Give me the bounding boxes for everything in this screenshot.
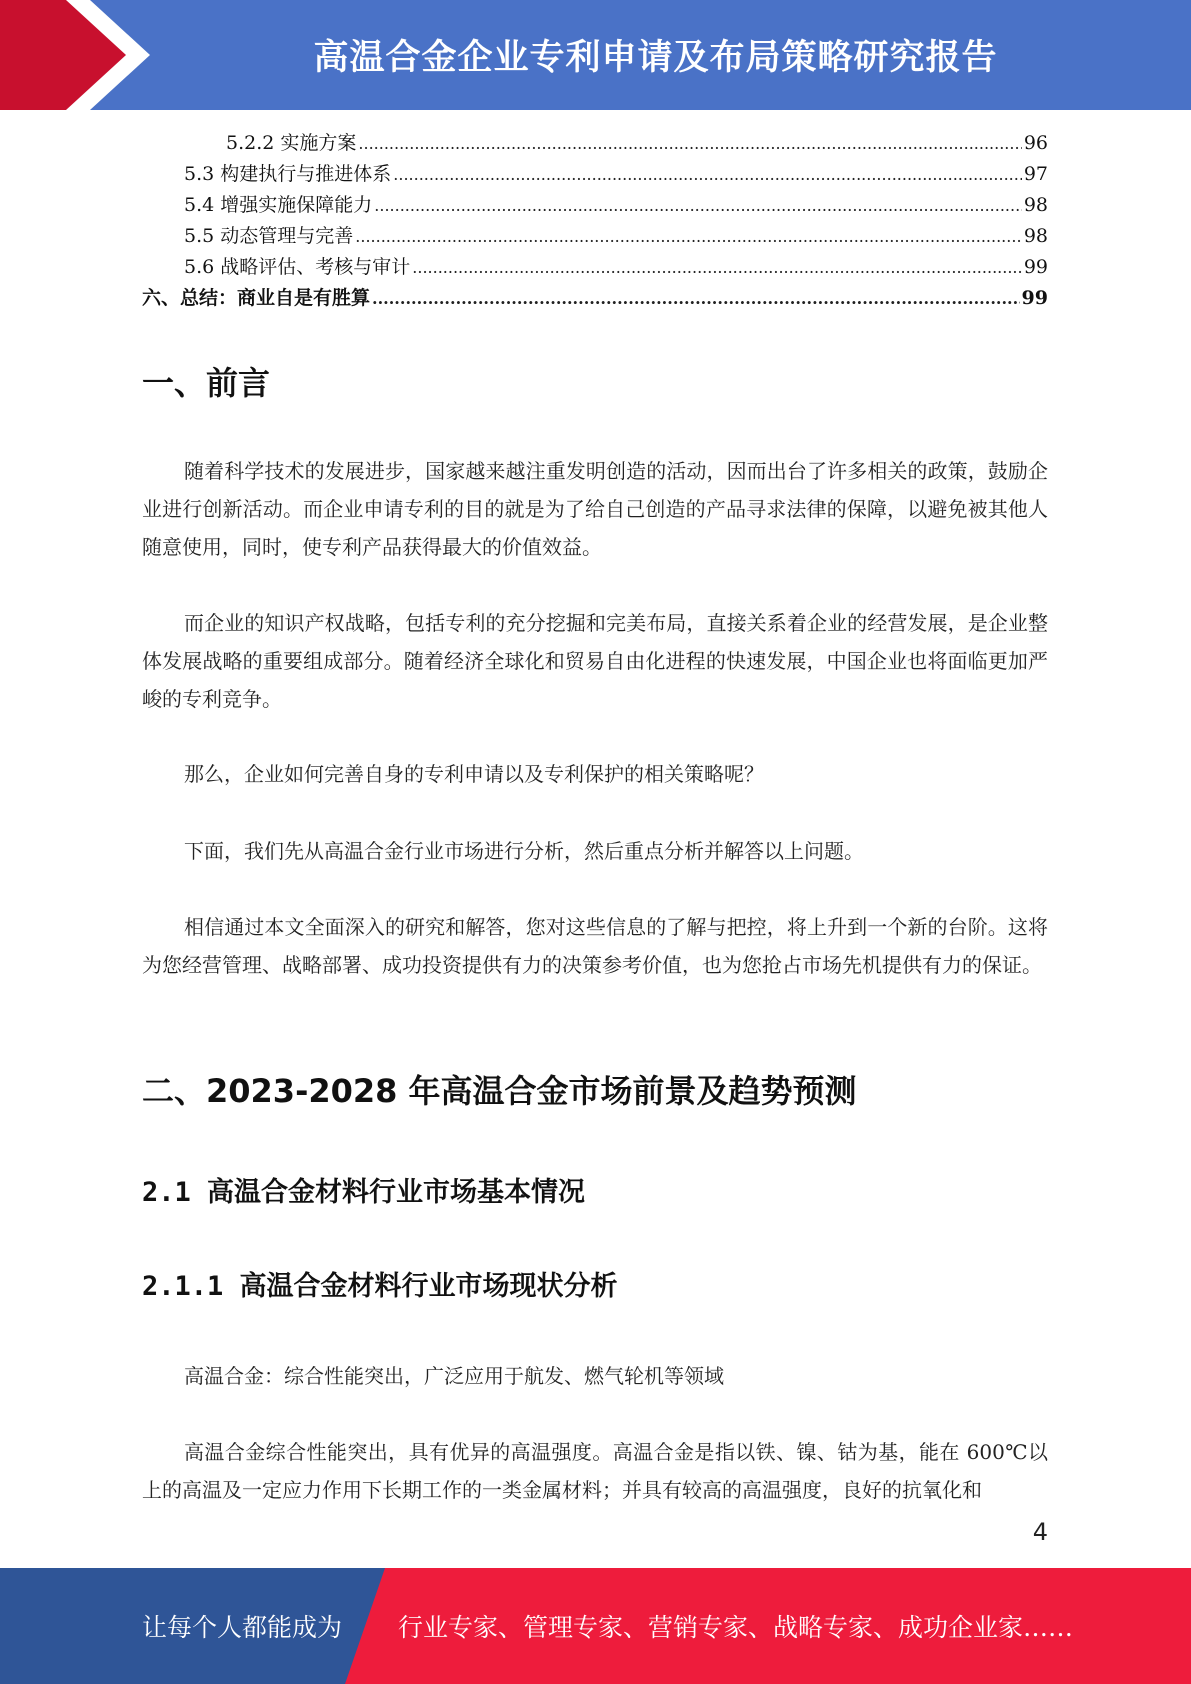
subsection-heading-2-1: 2.1 高温合金材料行业市场基本情况 xyxy=(142,1177,586,1208)
footer-slogan-right: 行业专家、管理专家、营销专家、战略专家、成功企业家…… xyxy=(398,1613,1074,1642)
toc-dot-leader xyxy=(355,221,1022,252)
table-of-contents xyxy=(142,128,1048,314)
page-footer xyxy=(0,1568,1191,1684)
page-number: 4 xyxy=(1032,1518,1048,1546)
market-paragraph-1: 高温合金：综合性能突出，广泛应用于航发、燃气轮机等领域 xyxy=(184,1364,724,1388)
footer-slogan-left: 让每个人都能成为 xyxy=(142,1613,343,1642)
toc-entry-page: 98 xyxy=(1023,194,1048,216)
page-header xyxy=(0,0,1191,110)
section-heading-market: 二、2023-2028 年高温合金市场前景及趋势预测 xyxy=(142,1072,857,1110)
toc-dot-leader xyxy=(372,283,1020,314)
intro-paragraph-4: 下面，我们先从高温合金行业市场进行分析，然后重点分析并解答以上问题。 xyxy=(184,839,864,863)
toc-entry[interactable] xyxy=(142,128,1048,159)
toc-entry[interactable] xyxy=(142,252,1048,283)
toc-entry-page: 98 xyxy=(1023,225,1048,247)
toc-entry-label: 六、总结：商业自是有胜算 xyxy=(142,287,371,309)
toc-dot-leader xyxy=(358,128,1021,159)
toc-entry-page: 97 xyxy=(1023,163,1048,185)
intro-paragraph-2: 而企业的知识产权战略，包括专利的充分挖掘和完美布局，直接关系着企业的经营发展，是企业整体发展战略的重要组成部分。随着经济全球化和贸易自由化进程的快速发展，中国企业也将面临更加严峻的专利竞争。 xyxy=(142,611,1048,711)
toc-entry[interactable] xyxy=(142,221,1048,252)
toc-entry[interactable] xyxy=(142,190,1048,221)
report-title: 高温合金企业专利申请及布局策略研究报告 xyxy=(313,38,998,78)
subsection-heading-2-1-1: 2.1.1 高温合金材料行业市场现状分析 xyxy=(142,1271,618,1302)
toc-entry-label: 5.4 增强实施保障能力 xyxy=(184,194,373,216)
toc-entry-label: 5.3 构建执行与推进体系 xyxy=(184,163,392,185)
intro-paragraph-1: 随着科学技术的发展进步，国家越来越注重发明创造的活动，因而出台了许多相关的政策，鼓励企业进行创新活动。而企业申请专利的目的就是为了给自己创造的产品寻求法律的保障，以避免被其他人随意使用，同时，使专利产品获得最大的价值效益。 xyxy=(142,459,1048,559)
toc-entry[interactable] xyxy=(142,159,1048,190)
toc-dot-leader xyxy=(393,159,1022,190)
toc-entry-page: 99 xyxy=(1023,256,1048,278)
toc-entry-label: 5.2.2 实施方案 xyxy=(226,132,357,154)
toc-entry-page: 99 xyxy=(1021,287,1048,309)
intro-paragraph-5: 相信通过本文全面深入的研究和解答，您对这些信息的了解与把控，将上升到一个新的台阶。这将为您经营管理、战略部署、成功投资提供有力的决策参考价值，也为您抢占市场先机提供有力的保证。 xyxy=(142,915,1048,977)
intro-paragraph-3: 那么，企业如何完善自身的专利申请以及专利保护的相关策略呢？ xyxy=(184,762,764,786)
market-paragraph-2: 高温合金综合性能突出，具有优异的高温强度。高温合金是指以铁、镍、钴为基，能在 600℃以上的高温及一定应力作用下长期工作的一类金属材料；并具有较高的高温强度，良好的抗氧化和 xyxy=(142,1440,1048,1502)
toc-entry-page: 96 xyxy=(1023,132,1048,154)
toc-entry-label: 5.6 战略评估、考核与审计 xyxy=(184,256,411,278)
section-heading-intro: 一、前言 xyxy=(142,364,271,402)
toc-entry-label: 5.5 动态管理与完善 xyxy=(184,225,354,247)
toc-dot-leader xyxy=(412,252,1022,283)
toc-dot-leader xyxy=(374,190,1022,221)
header-red-chevron-icon xyxy=(0,0,150,110)
toc-entry[interactable] xyxy=(142,283,1048,314)
